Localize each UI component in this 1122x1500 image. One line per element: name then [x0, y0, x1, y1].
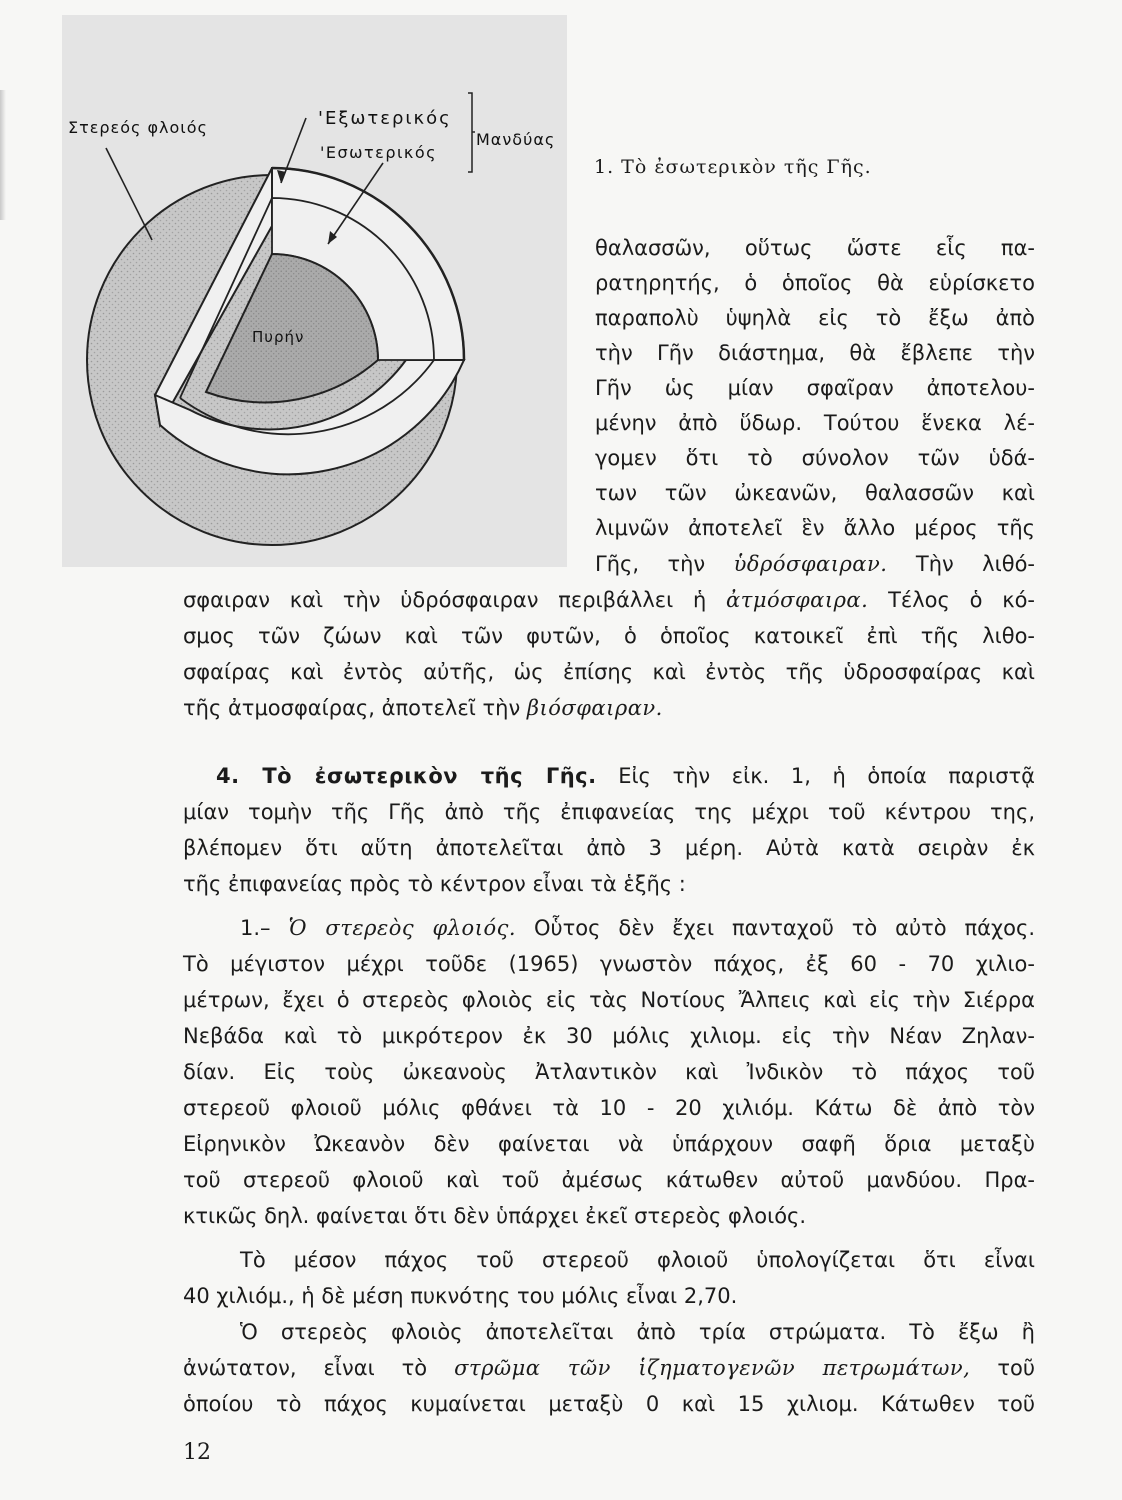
figure-caption: 1. Τὸ ἐσωτερικὸν τῆς Γῆς. [594, 156, 872, 178]
term-solid-crust: Ὁ στερεὸς φλοιός. [288, 916, 517, 940]
item-heading-line: 1.– Ὁ στερεὸς φλοιός. Οὗτος δὲν ἔχει πανταχοῦ τὸ αὐτὸ πάχος. [240, 916, 1035, 940]
label-core: Πυρήν [252, 328, 305, 346]
text-line: σφαίρας καὶ ἐντὸς αὐτῆς, ὡς ἐπίσης καὶ ἐντὸς τῆς ὑδροσφαίρας καὶ [183, 660, 1035, 684]
label-solid-crust: Στερεός φλοιός [68, 118, 208, 137]
text-line: τῆς ἐπιφανείας πρὸς τὸ κέντρον εἶναι τὰ ἑξῆς : [183, 872, 686, 896]
text-line: Γῆς, τὴν ὑδρόσφαιραν. Τὴν λιθό- [595, 552, 1035, 576]
text-line: ὁποίου τὸ πάχος κυμαίνεται μεταξὺ 0 καὶ 15 χιλιομ. Κάτωθεν τοῦ [183, 1392, 1035, 1416]
text-line: λιμνῶν ἀποτελεῖ ἓν ἄλλο μέρος τῆς [595, 516, 1035, 540]
text-line: μέτρων, ἔχει ὁ στερεὸς φλοιὸς εἰς τὰς Νοτίους Ἄλπεις καὶ εἰς τὴν Σιέρρα [183, 988, 1035, 1012]
term-biosphere: βιόσφαιραν. [526, 696, 663, 720]
term-atmosphere: ἀτμόσφαιρα. [726, 588, 869, 612]
scan-edge-shadow [0, 90, 6, 220]
text-line: βλέπομεν ὅτι αὕτη ἀποτελεῖται ἀπὸ 3 μέρη. Αὐτὰ κατὰ σειρὰν ἐκ [183, 836, 1035, 860]
text-line: Τὸ μέσον πάχος τοῦ στερεοῦ φλοιοῦ ὑπολογίζεται ὅτι εἶναι [240, 1248, 1035, 1272]
text-line: 40 χιλιόμ., ἡ δὲ μέση πυκνότης του μόλις εἶναι 2,70. [183, 1284, 738, 1308]
text-line: μίαν τομὴν τῆς Γῆς ἀπὸ τῆς ἐπιφανείας της μέχρι τοῦ κέντρου της, [183, 800, 1035, 824]
text-line: γομεν ὅτι τὸ σύνολον τῶν ὑδά- [595, 446, 1035, 470]
text-line: των τῶν ὠκεανῶν, θαλασσῶν καὶ [595, 481, 1035, 505]
text-line: σφαιραν καὶ τὴν ὑδρόσφαιραν περιβάλλει ἡ ἀτμόσφαιρα. Τέλος ὁ κό- [183, 588, 1035, 612]
text-line: τῆς ἀτμοσφαίρας, ἀποτελεῖ τὴν βιόσφαιραν. [183, 696, 663, 720]
text-line: Νεβάδα καὶ τὸ μικρότερον ἐκ 30 μόλις χιλιομ. εἰς τὴν Νέαν Ζηλαν- [183, 1024, 1035, 1048]
text-line: Εἰρηνικὸν Ὠκεανὸν δὲν φαίνεται νὰ ὑπάρχουν σαφῆ ὅρια μεταξὺ [183, 1132, 1035, 1156]
section-heading-line: 4. Τὸ ἐσωτερικὸν τῆς Γῆς. Εἰς τὴν εἰκ. 1, ἡ ὁποία παριστᾷ [216, 764, 1035, 788]
text-line: στερεοῦ φλοιοῦ μόλις φθάνει τὰ 10 - 20 χιλιόμ. Κάτω δὲ ἀπὸ τὸν [183, 1096, 1035, 1120]
text-line: ἀνώτατον, εἶναι τὸ στρῶμα τῶν ἱζηματογενῶν πετρωμάτων, τοῦ [183, 1356, 1035, 1380]
label-mantle: Μανδύας [476, 130, 556, 149]
term-hydrosphere: ὑδρόσφαιραν. [733, 552, 888, 576]
text-line: μένην ἀπὸ ὕδωρ. Τούτου ἕνεκα λέ- [595, 411, 1035, 435]
text-line: τὴν Γῆν διάστημα, θὰ ἔβλεπε τὴν [595, 341, 1035, 365]
page-number: 12 [183, 1440, 211, 1465]
text-line: Τὸ μέγιστον μέχρι τοῦδε (1965) γνωστὸν πάχος, ἐξ 60 - 70 χιλιο- [183, 952, 1035, 976]
text-line: σμος τῶν ζώων καὶ τῶν φυτῶν, ὁ ὁποῖος κατοικεῖ ἐπὶ τῆς λιθο- [183, 624, 1035, 648]
text-line: παραπολὺ ὑψηλὰ εἰς τὸ ἔξω ἀπὸ [595, 306, 1035, 330]
text-line: ρατηρητής, ὁ ὁποῖος θὰ εὑρίσκετο [595, 271, 1035, 295]
mantle-brace [468, 93, 475, 172]
text-line: Γῆν ὡς μίαν σφαῖραν ἀποτελου- [595, 376, 1035, 400]
text-line: θαλασσῶν, οὕτως ὥστε εἷς πα- [595, 236, 1035, 260]
pointer-crust [106, 148, 152, 240]
text-line: Ὁ στερεὸς φλοιὸς ἀποτελεῖται ἀπὸ τρία στρώματα. Τὸ ἔξω ἢ [240, 1320, 1035, 1344]
text-line: κτικῶς δηλ. φαίνεται ὅτι δὲν ὑπάρχει ἐκεῖ στερεὸς φλοιός. [183, 1204, 807, 1228]
label-outer-mantle: 'Εξωτερικός [318, 108, 452, 129]
term-sedimentary-layer: στρῶμα τῶν ἱζηματογενῶν πετρωμάτων, [454, 1356, 971, 1380]
text-line: δίαν. Εἰς τοὺς ὠκεανοὺς Ἀτλαντικὸν καὶ Ἰνδικὸν τὸ πάχος τοῦ [183, 1060, 1035, 1084]
section-heading: 4. Τὸ ἐσωτερικὸν τῆς Γῆς. [216, 764, 597, 788]
label-inner-mantle: 'Εσωτερικός [320, 143, 438, 162]
text-line: τοῦ στερεοῦ φλοιοῦ καὶ τοῦ ἀμέσως κάτωθεν αὐτοῦ μανδύου. Πρα- [183, 1168, 1035, 1192]
